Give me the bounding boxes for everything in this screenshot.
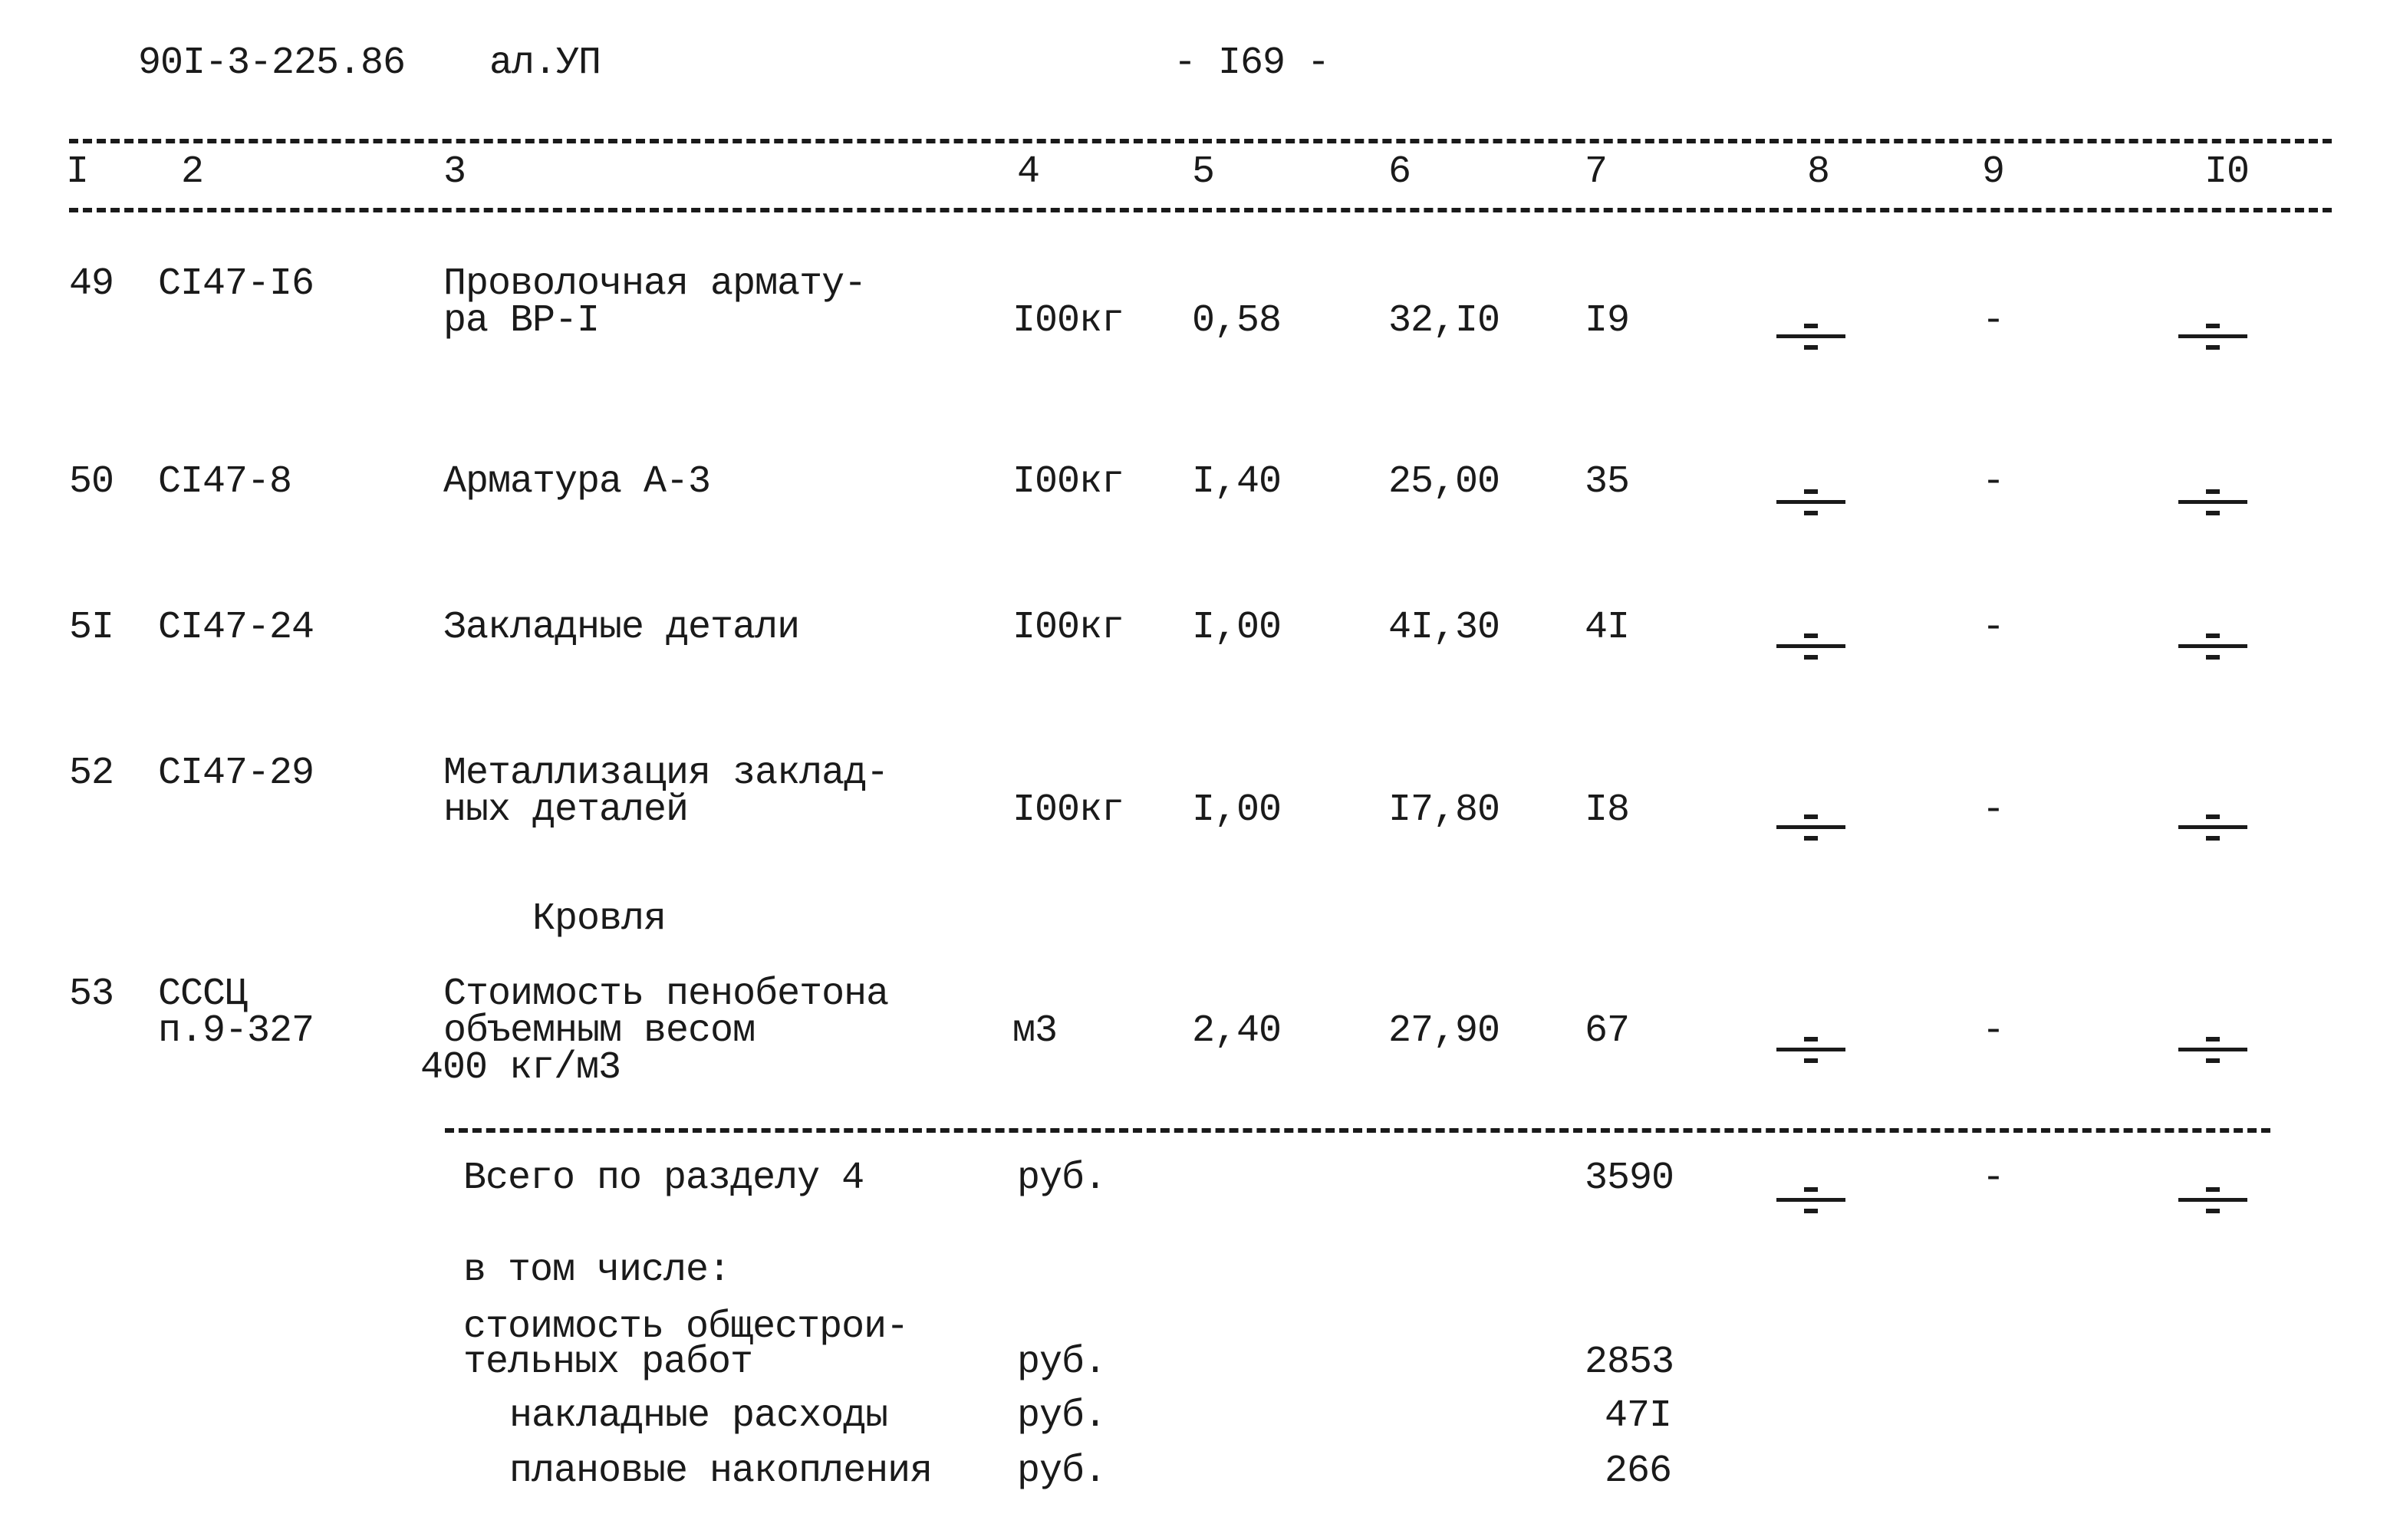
row-col9: - bbox=[1982, 788, 2005, 832]
general-works-line: стоимость общестрои- bbox=[463, 1305, 909, 1349]
row-number: 5I bbox=[69, 606, 114, 650]
row-quantity: 0,58 bbox=[1192, 299, 1282, 343]
row-unit-price: I7,80 bbox=[1388, 788, 1500, 832]
row-name-line: объемным весом bbox=[443, 1009, 756, 1053]
row-name-line: Закладные детали bbox=[443, 606, 800, 650]
ditto-mark bbox=[2178, 316, 2247, 354]
row-code: CI47-8 bbox=[158, 460, 292, 504]
row-col9: - bbox=[1982, 1009, 2005, 1053]
col-header-4: 4 bbox=[1017, 150, 1040, 194]
col-header-9: 9 bbox=[1982, 150, 2005, 194]
page-number: - I69 - bbox=[1174, 41, 1330, 85]
row-col9: - bbox=[1982, 299, 2005, 343]
row-number: 53 bbox=[69, 972, 114, 1016]
col-header-10: I0 bbox=[2204, 150, 2250, 194]
row-name-line: Стоимость пенобетона bbox=[443, 972, 889, 1016]
row-number: 52 bbox=[69, 752, 114, 795]
row-unit: м3 bbox=[1012, 1009, 1058, 1053]
col-header-5: 5 bbox=[1192, 150, 1215, 194]
row-code-line: СССЦ bbox=[158, 972, 248, 1016]
overhead-value: 47I bbox=[1605, 1394, 1672, 1438]
row-unit-price: 27,90 bbox=[1388, 1009, 1500, 1053]
row-code-line: п.9-327 bbox=[158, 1009, 314, 1053]
row-name-line: ра ВР-I bbox=[443, 299, 600, 343]
row-total: 35 bbox=[1585, 460, 1630, 504]
ditto-mark bbox=[1776, 1029, 1845, 1068]
row-total: 4I bbox=[1585, 606, 1630, 650]
header-bottom-rule bbox=[69, 208, 2332, 212]
col-header-6: 6 bbox=[1388, 150, 1411, 194]
col-header-3: 3 bbox=[443, 150, 466, 194]
ditto-mark bbox=[2178, 1180, 2247, 1218]
row-number: 49 bbox=[69, 262, 114, 306]
profit-label: плановые накопления bbox=[509, 1450, 933, 1493]
row-total: I9 bbox=[1585, 299, 1630, 343]
row-quantity: I,00 bbox=[1192, 788, 1282, 832]
row-quantity: I,00 bbox=[1192, 606, 1282, 650]
summary-rule bbox=[445, 1128, 2270, 1133]
document-code: 90I-3-225.86 bbox=[138, 41, 406, 85]
row-code: CI47-I6 bbox=[158, 262, 314, 306]
ditto-mark bbox=[2178, 626, 2247, 664]
row-name-line: Металлизация заклад- bbox=[443, 752, 889, 795]
including-label: в том числе: bbox=[463, 1249, 731, 1292]
album-label: ал.УП bbox=[489, 41, 601, 85]
ditto-mark bbox=[2178, 1029, 2247, 1068]
overhead-label: накладные расходы bbox=[509, 1394, 888, 1438]
row-name-line: ных деталей bbox=[443, 788, 689, 832]
row-quantity: I,40 bbox=[1192, 460, 1282, 504]
row-name-line: Проволочная армату- bbox=[443, 262, 867, 306]
row-unit-price: 32,I0 bbox=[1388, 299, 1500, 343]
overhead-unit: руб. bbox=[1017, 1394, 1107, 1438]
ditto-mark bbox=[1776, 626, 1845, 664]
general-works-value: 2853 bbox=[1585, 1341, 1674, 1384]
col-header-2: 2 bbox=[181, 150, 204, 194]
ditto-mark bbox=[2178, 482, 2247, 520]
row-name-line: Арматура А-3 bbox=[443, 460, 711, 504]
summary-total-label: Всего по разделу 4 bbox=[463, 1157, 864, 1200]
col-header-8: 8 bbox=[1807, 150, 1830, 194]
summary-total-unit: руб. bbox=[1017, 1157, 1107, 1200]
row-code: CI47-24 bbox=[158, 606, 314, 650]
row-total: I8 bbox=[1585, 788, 1630, 832]
row-unit: I00кг bbox=[1012, 788, 1124, 832]
row-code: CI47-29 bbox=[158, 752, 314, 795]
general-works-line: тельных работ bbox=[463, 1341, 753, 1384]
row-number: 50 bbox=[69, 460, 114, 504]
row-name-line: 400 кг/м3 bbox=[420, 1046, 621, 1090]
row-unit: I00кг bbox=[1012, 460, 1124, 504]
ditto-mark bbox=[1776, 316, 1845, 354]
summary-total-value: 3590 bbox=[1585, 1157, 1674, 1200]
profit-unit: руб. bbox=[1017, 1450, 1107, 1493]
header-top-rule bbox=[69, 139, 2332, 143]
ditto-mark bbox=[1776, 1180, 1845, 1218]
row-unit: I00кг bbox=[1012, 606, 1124, 650]
row-col9: - bbox=[1982, 460, 2005, 504]
section-title: Кровля bbox=[532, 897, 667, 941]
row-total: 67 bbox=[1585, 1009, 1630, 1053]
ditto-mark bbox=[2178, 807, 2247, 845]
row-unit: I00кг bbox=[1012, 299, 1124, 343]
ditto-mark bbox=[1776, 482, 1845, 520]
row-col9: - bbox=[1982, 606, 2005, 650]
summary-col9: - bbox=[1982, 1157, 2005, 1200]
col-header-1: I bbox=[66, 150, 89, 194]
col-header-7: 7 bbox=[1585, 150, 1608, 194]
general-works-unit: руб. bbox=[1017, 1341, 1107, 1384]
ditto-mark bbox=[1776, 807, 1845, 845]
row-unit-price: 25,00 bbox=[1388, 460, 1500, 504]
row-unit-price: 4I,30 bbox=[1388, 606, 1500, 650]
row-quantity: 2,40 bbox=[1192, 1009, 1282, 1053]
profit-value: 266 bbox=[1605, 1450, 1672, 1493]
